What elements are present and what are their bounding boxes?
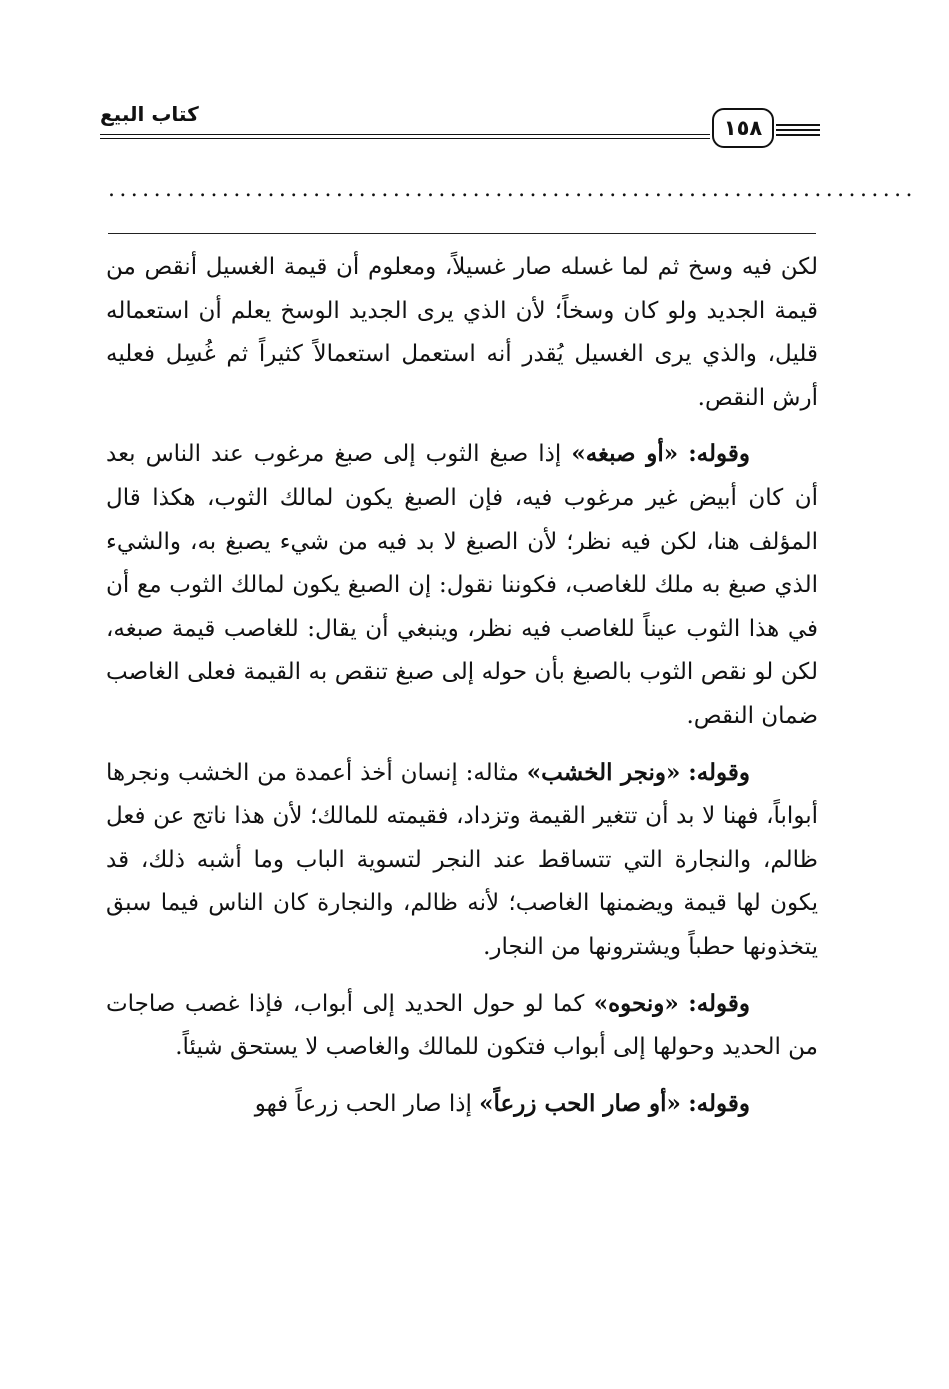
paragraph — [106, 751, 818, 970]
quoted-term: «أو صار الحب زرعاً» — [479, 1089, 681, 1117]
header-rule-secondary — [100, 138, 710, 139]
paragraph — [106, 982, 818, 1070]
paragraph-lead: وقوله: — [688, 1089, 750, 1117]
quoted-term: «ونحوه» — [593, 989, 679, 1017]
header-ornament-rule — [776, 134, 820, 136]
dotted-separator: ....................................................................... — [108, 177, 917, 202]
paragraph — [106, 246, 818, 420]
paragraph — [106, 432, 818, 738]
paragraph-lead: وقوله: — [688, 989, 751, 1017]
content-divider — [108, 233, 816, 234]
paragraph-text: إذا صبغ الثوب إلى صبغ مرغوب عند الناس بعد أن كان أبيض غير مرغوب فيه، فإن الصبغ يكون لمالك الثوب، هكذا قال المؤلف هنا، لكن فيه نظر؛ لأن الصبغ لا بد فيه من شيء يصبغ به، والشيء الذي صبغ به ملك للغاصب، فكوننا نقول: إن الصبغ يكون لمالك الثوب مع أن في هذا الثوب عيناً للغاصب فيه نظر، وينبغي أن يقال: للغاصب قيمة صبغه، لكن لو نقص الثوب بالصبغ بأن حوله إلى صبغ تنقص به القيمة فعلى الغاصب ضمان النقص. — [106, 441, 818, 729]
body-text — [106, 246, 818, 1138]
header-ornament-rule — [776, 129, 820, 131]
header-ornament-rule — [776, 124, 820, 126]
quoted-term: «ونجر الخشب» — [526, 758, 681, 786]
paragraph-text: مثاله: إنسان أخذ أعمدة من الخشب ونجرها أبواباً، فهنا لا بد أن تتغير القيمة وتزداد، فقيمته للمالك؛ لأن هذا ناتج عن فعل ظالم، والنجارة التي تتساقط عند النجر لتسوية الباب وما أشبه ذلك، قد يكون لها قيمة ويضمنها الغاصب؛ لأنه ظالم، والنجارة كان الناس فيما سبق يتخذونها حطباً ويشترونها من النجار. — [106, 759, 818, 960]
paragraph-lead: وقوله: — [688, 440, 750, 468]
page-number: ١٥٨ — [712, 108, 774, 148]
paragraph — [106, 1082, 818, 1127]
header-rule — [100, 134, 710, 135]
paragraph-text: كما لو حول الحديد إلى أبواب، فإذا غصب صاجات من الحديد وحولها إلى أبواب فتكون للمالك والغاصب لا يستحق شيئاً. — [106, 990, 818, 1061]
paragraph-lead: وقوله: — [688, 758, 751, 786]
quoted-term: «أو صبغه» — [571, 440, 679, 468]
page-header — [100, 98, 820, 158]
paragraph-text: إذا صار الحب زرعاً فهو — [254, 1090, 472, 1117]
paragraph-text: لكن فيه وسخ ثم لما غسله صار غسيلاً، ومعلوم أن قيمة الغسيل أنقص من قيمة الجديد ولو كان وسخاً؛ لأن الذي يرى الجديد الوسخ يعلم أن استعماله قليل، والذي يرى الغسيل يُقدر أنه استعمل استعمالاً كثيراً ثم غُسِل فعليه أرش النقص. — [106, 254, 818, 411]
book-title: كتاب البيع — [100, 102, 199, 126]
